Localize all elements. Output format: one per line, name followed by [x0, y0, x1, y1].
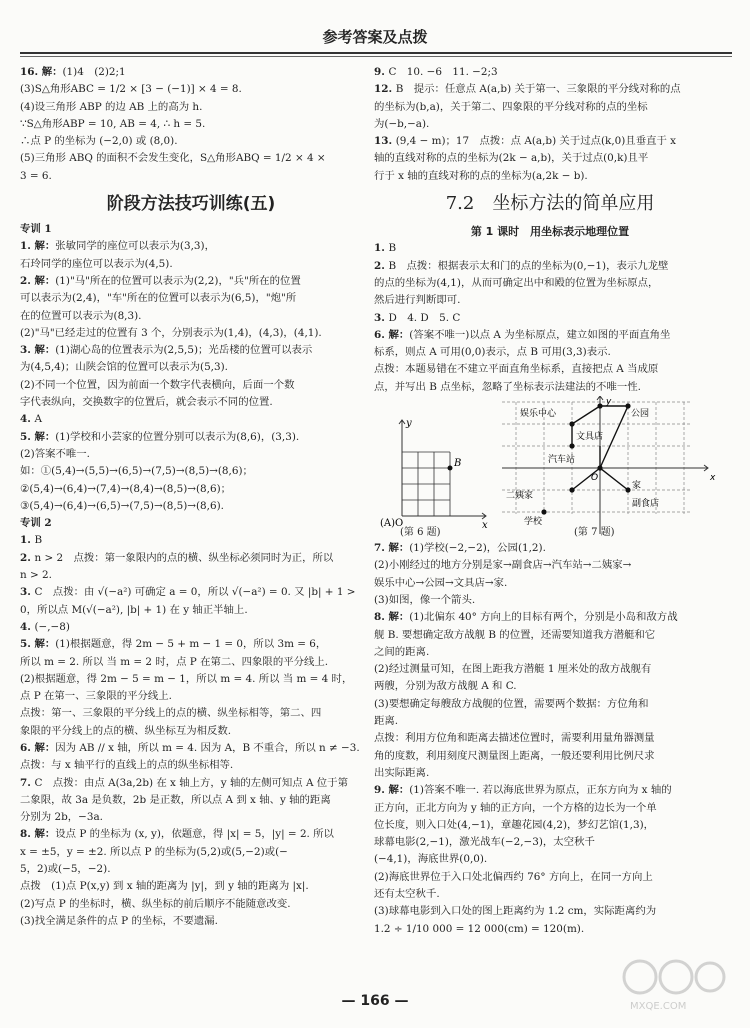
watermark-logo	[610, 955, 730, 1013]
line-text: 5，2)或(−5，−2).	[20, 863, 111, 876]
text-line	[20, 740, 362, 757]
right-answers-part3	[374, 540, 726, 938]
item-number: 1.	[374, 242, 389, 255]
line-text: (1)根据题意，得 2m − 5 + m − 1 = 0，所以 3m = 6，	[55, 638, 327, 651]
line-text: n > 2 点拨：第一象限内的点的横、纵坐标必须同时为正，所以	[34, 551, 334, 564]
text-line	[374, 748, 726, 765]
text-line	[374, 540, 726, 557]
text-line	[20, 394, 362, 411]
line-text: 行于 x 轴的直线对称的点的坐标为(a,2k − b).	[374, 169, 588, 182]
line-text: (1)学校(−2,−2)，公园(1,2).	[409, 542, 546, 555]
line-text: 在的位置可以表示为(8,3).	[20, 309, 142, 322]
text-line	[20, 688, 362, 705]
label-origin-7: O	[591, 473, 599, 484]
line-text: 设点 P 的坐标为 (x, y)，依题意，得 |x| = 5，|y| = 2. 所以	[55, 828, 334, 841]
text-line	[374, 240, 726, 257]
label-origin: (A)O	[380, 518, 404, 530]
text-line	[20, 463, 362, 480]
text-line	[20, 377, 362, 394]
text-line	[374, 869, 726, 886]
line-text: (1)湖心岛的位置表示为(2,5,5)；光岳楼的位置可以表示	[55, 344, 313, 357]
text-line	[374, 834, 726, 851]
line-text: 距离.	[374, 715, 399, 728]
label-home: 家	[632, 481, 642, 492]
line-text: 字代表纵向，交换数字的位置后，就会表示不同的位置.	[20, 396, 273, 409]
left-section-title: 阶段方法技巧训练(五)	[106, 194, 276, 215]
text-line	[20, 654, 362, 671]
text-line	[374, 661, 726, 678]
item-number: 8. 解：	[374, 611, 410, 624]
line-text: 娱乐中心→公园→文具店→家.	[374, 576, 508, 589]
line-text: ③(5,4)→(6,4)→(6,5)→(7,5)→(8,5)→(8,6).	[20, 499, 224, 512]
line-text: A	[34, 413, 42, 426]
line-text: (3)S△角形ABC = 1/2 × [3 − (−1)] × 4 = 8.	[20, 83, 242, 96]
item-number: 2.	[20, 551, 35, 564]
line-text: 可以表示为(2,4)，"车"所在的位置可以表示为(6,5)，"炮"所	[20, 292, 297, 305]
line-text: (1)答案不唯一. 若以海底世界为原点，正东方向为 x 轴的	[409, 784, 672, 797]
line-text: (9,4 − m)；17 点拨：点 A(a,b) 关于过点(k,0)且垂直于 x	[395, 135, 677, 148]
text-line	[20, 325, 362, 342]
item-number: 1.	[20, 534, 35, 547]
line-text: (答案不唯一)以点 A 为坐标原点，建立如图的平面直角坐	[409, 328, 671, 341]
page-header: 参考答案及点拨	[322, 28, 428, 46]
line-text: 的坐标为(b,a)，关于第二、四象限的平分线对称的点的坐标	[374, 100, 648, 113]
header-rule-thin	[20, 56, 732, 57]
text-line	[374, 81, 726, 98]
text-line	[374, 258, 726, 275]
text-line	[20, 99, 362, 116]
point-b	[448, 466, 453, 471]
text-line	[20, 844, 362, 861]
item-number: 9.	[374, 66, 389, 78]
line-text: 石玲同学的座位可以表示为(4,5).	[20, 257, 173, 270]
figure-6-caption: (第 6 题)	[400, 527, 441, 539]
line-text: (2)"马"已经走过的位置有 3 个，分别表示为(1,4)，(4,3)，(4,1).	[20, 326, 322, 339]
line-text: 点拨：第一、三象限的平分线上的点的横、纵坐标相等，第二、四	[20, 707, 322, 720]
item-number: 3. 解：	[20, 344, 56, 357]
line-text: 因为 AB // x 轴，所以 m = 4. 因为 A，B 不重合，所以 n ≠ −3.	[55, 741, 360, 754]
text-line	[20, 221, 362, 238]
line-text: (3)球幕电影到入口处的图上距离约为 1.2 cm，实际距离约为	[374, 905, 657, 918]
text-line	[20, 913, 362, 930]
text-line	[20, 359, 362, 376]
item-number: 8. 解：	[20, 828, 56, 841]
right-answers-part2	[374, 240, 726, 396]
item-number: 2.	[374, 259, 389, 272]
text-line	[20, 150, 362, 167]
label-x: x	[482, 520, 488, 532]
line-text: 象限的平分线上的点的横、纵坐标互为相反数.	[20, 724, 232, 737]
line-text: (2)海底世界位于入口处北偏西约 76° 方向上，在同一方向上	[374, 870, 653, 883]
text-line	[20, 861, 362, 878]
item-number: 13.	[374, 135, 396, 148]
item-number: 1. 解：	[20, 240, 56, 253]
text-line	[20, 636, 362, 653]
line-text: 二象限，故 3a 是负数，2b 是正数，所以点 A 到 x 轴、y 轴的距离	[20, 793, 331, 806]
text-line	[20, 64, 362, 81]
line-text: 舰 B. 要想确定敌方战舰 B 的位置，还需要知道我方潜艇和它	[374, 628, 656, 641]
item-number: 4.	[20, 413, 35, 426]
line-text: 点拨 (1)点 P(x,y) 到 x 轴的距离为 |y|，到 y 轴的距离为 |x|.	[20, 880, 309, 893]
text-line	[374, 678, 726, 695]
text-line	[374, 133, 726, 150]
watermark-text: MXQE.COM	[630, 1001, 687, 1012]
text-line	[374, 150, 726, 167]
line-text: (4)设三角形 ABP 的边 AB 上的高为 h.	[20, 100, 203, 113]
page-number: — 166 —	[341, 993, 409, 1009]
line-text: x = ±5，y = ±2. 所以点 P 的坐标为(5,2)或(5,−2)或(−	[20, 845, 288, 858]
line-text: (2)答案不唯一.	[20, 447, 90, 460]
label-x-7: x	[710, 473, 716, 484]
left-answers-part1	[20, 64, 362, 185]
text-line	[374, 765, 726, 782]
item-number: 4.	[20, 620, 35, 633]
line-text: (5)三角形 ABQ 的面积不会发生变化，S△角形ABQ = 1/2 × 4 ×	[20, 152, 326, 165]
line-text: D 4. D 5. C	[388, 311, 461, 324]
figure-6	[374, 396, 494, 540]
line-text: n > 2.	[20, 569, 52, 582]
text-line	[374, 851, 726, 868]
line-text: 还有太空秋千.	[374, 887, 440, 900]
text-line	[374, 116, 726, 133]
item-number: 2. 解：	[20, 274, 56, 287]
text-line	[20, 498, 362, 515]
item-number: 9. 解：	[374, 784, 410, 797]
line-text: 张敏同学的座位可以表示为(3,3)，	[55, 240, 215, 253]
label-park: 公园	[631, 409, 650, 420]
text-line	[20, 878, 362, 895]
line-text: (−4,1)，海底世界(0,0).	[374, 853, 488, 866]
line-text: (1)北偏东 40° 方向上的目标有两个，分别是小岛和敌方战	[409, 611, 678, 624]
figure-7-caption: (第 7 题)	[574, 527, 615, 539]
text-line	[20, 116, 362, 133]
line-text: ②(5,4)→(6,4)→(7,4)→(8,4)→(8,5)→(8,6)；	[20, 482, 232, 495]
line-text: (1)"马"所在的位置可以表示为(2,2)，"兵"所在的位置	[55, 274, 301, 287]
text-line	[20, 168, 362, 185]
line-text: B	[388, 242, 397, 255]
text-line	[374, 361, 726, 378]
text-line	[374, 592, 726, 609]
line-text: (2)小刚经过的地方分别是家→副食店→汽车站→二姨家→	[374, 559, 632, 572]
figure-7	[496, 396, 726, 540]
label-deli: 副食店	[632, 499, 660, 510]
line-text: B 点拨：根据表示太和门的点的坐标为(0,−1)，表示九龙壁	[388, 259, 669, 272]
text-line	[374, 64, 726, 81]
line-text: ∴点 P 的坐标为 (−2,0) 或 (8,0).	[20, 135, 178, 148]
line-text: 为(4,5,4)；山陕会馆的位置可以表示为(5,3).	[20, 361, 228, 374]
text-line	[20, 671, 362, 688]
item-number: 7. 解：	[374, 542, 410, 555]
line-text: ∵S△角形ABP = 10, AB = 4, ∴ h = 5.	[20, 117, 206, 130]
text-line	[20, 826, 362, 843]
text-line	[20, 446, 362, 463]
text-line	[20, 896, 362, 913]
line-text: 出实际距离.	[374, 766, 430, 779]
line-text: C 点拨：由 √(−a²) 可确定 a = 0，所以 √(−a²) = 0. 又 |b| + 1 >	[34, 586, 356, 599]
text-line	[20, 290, 362, 307]
label-y: y	[406, 418, 412, 430]
text-line	[374, 817, 726, 834]
line-text: (2)不同一个位置，因为前面一个数字代表横向，后面一个数	[20, 378, 295, 391]
right-answers-part1	[374, 64, 726, 185]
text-line	[20, 792, 362, 809]
text-line	[20, 567, 362, 584]
text-line	[374, 886, 726, 903]
line-text: C 10. −6 11. −2;3	[388, 66, 498, 78]
text-line	[374, 800, 726, 817]
item-number: 3.	[20, 586, 35, 599]
line-text: 点拨：与 x 轴平行的直线上的点的纵坐标相等.	[20, 759, 234, 772]
text-line	[20, 133, 362, 150]
text-line	[374, 327, 726, 344]
text-line	[374, 627, 726, 644]
item-number: 12.	[374, 83, 396, 96]
line-text: (2)经过测量可知，在图上距我方潜艇 1 厘米处的敌方战舰有	[374, 663, 652, 676]
text-line	[374, 609, 726, 626]
text-line	[374, 921, 726, 938]
line-text: 点拨：本题易错在不建立平面直角坐标系，直接把点 A 当成原	[374, 363, 659, 376]
text-line	[20, 81, 362, 98]
text-line	[20, 481, 362, 498]
label-stationery: 文具店	[576, 432, 604, 443]
text-line	[374, 292, 726, 309]
line-text: B	[34, 534, 43, 547]
line-text: (3)要想确定每艘敌方战舰的位置，需要两个数据：方位角和	[374, 697, 649, 710]
line-text: 分别为 2b，−3a.	[20, 811, 103, 824]
figures-row	[374, 396, 726, 540]
text-line	[20, 238, 362, 255]
text-line	[374, 275, 726, 292]
text-line	[374, 730, 726, 747]
line-text: 为(−b,−a).	[374, 117, 430, 130]
text-line	[374, 575, 726, 592]
line-text: 所以 m = 2. 所以 当 m = 2 时，点 P 在第二、四象限的平分线上.	[20, 655, 329, 668]
text-line	[20, 809, 362, 826]
text-line	[374, 782, 726, 799]
line-text: 0，所以点 M(√(−a²), |b| + 1) 在 y 轴正半轴上.	[20, 603, 248, 616]
text-line	[20, 532, 362, 549]
text-line	[20, 619, 362, 636]
right-column	[374, 64, 726, 938]
line-text: 点 P 在第一、三象限的平分线上.	[20, 690, 172, 703]
line-text: 的点的坐标为(4,1)，从而可确定出中和殿的位置为坐标原点，	[374, 276, 659, 289]
text-line	[374, 310, 726, 327]
item-number: 16. 解：	[20, 66, 63, 78]
item-number: 3.	[374, 311, 389, 324]
line-text: 然后进行判断即可.	[374, 294, 461, 307]
line-text: (3)如图，像一个箭头.	[374, 593, 476, 606]
line-text: 点拨：利用方位角和距离去描述位置时，需要利用量角器测量	[374, 732, 655, 745]
line-text: 轴的直线对称的点的坐标为(2k − a,b)，关于过点(0,k)且平	[374, 152, 649, 165]
line-text: (1)4 (2)2;1	[62, 66, 126, 78]
text-line	[374, 696, 726, 713]
line-text: (2)写点 P 的坐标时，横、纵坐标的前后顺序不能随意改变.	[20, 897, 291, 910]
line-text: 3 = 6.	[20, 169, 52, 182]
label-bus: 汽车站	[548, 455, 576, 466]
text-line	[374, 644, 726, 661]
text-line	[20, 308, 362, 325]
item-number: 专训 2	[20, 517, 52, 530]
line-text: (−,−8)	[34, 620, 70, 633]
label-b: B	[454, 458, 462, 470]
line-text: (1)学校和小芸家的位置分别可以表示为(8,6)，(3,3).	[55, 430, 300, 443]
label-entertain: 娱乐中心	[520, 409, 557, 420]
text-line	[20, 757, 362, 774]
left-answers-part2	[20, 221, 362, 930]
text-line	[20, 775, 362, 792]
item-number: 6. 解：	[20, 741, 56, 754]
line-text: 点，并写出 B 点坐标，忽略了坐标表示法建法的不唯一性.	[374, 380, 641, 393]
line-text: 两艘，分别为敌方战舰 A 和 C.	[374, 680, 517, 693]
line-text: 1.2 ÷ 1/10 000 = 12 000(cm) = 120(m).	[374, 922, 585, 935]
text-line	[20, 705, 362, 722]
text-line	[374, 557, 726, 574]
text-line	[20, 256, 362, 273]
text-line	[20, 723, 362, 740]
right-section-title: 7.2 坐标方法的简单应用	[445, 193, 655, 215]
line-text: 正方向，正北方向为 y 轴的正方向，一个方格的边长为一个单	[374, 801, 657, 814]
text-line	[374, 713, 726, 730]
item-number: 5. 解：	[20, 638, 56, 651]
item-number: 6. 解：	[374, 328, 410, 341]
item-number: 5. 解：	[20, 430, 56, 443]
text-line	[374, 379, 726, 396]
line-text: 标系，则点 A 可用(0,0)表示，点 B 可用(3,3)表示.	[374, 346, 611, 359]
line-text: B 提示：任意点 A(a,b) 关于第一、三象限的平分线对称的点	[395, 83, 681, 96]
item-number: 7.	[20, 776, 35, 789]
line-text: (2)根据题意，得 2m − 5 = m − 1，所以 m = 4. 所以 当 m = 4 时，	[20, 672, 353, 685]
left-column	[20, 64, 362, 930]
line-text: 如：①(5,4)→(5,5)→(6,5)→(7,5)→(8,5)→(8,6)；	[20, 465, 253, 478]
text-line	[20, 429, 362, 446]
text-line	[374, 344, 726, 361]
line-text: 之间的距离.	[374, 645, 430, 658]
line-text: 角的度数，利用刻度尺测量图上距离，一般还要利用比例尺求	[374, 749, 655, 762]
header-rule	[20, 52, 732, 54]
text-line	[20, 602, 362, 619]
line-text: 球幕电影(2,−1)，激光战车(−2,−3)，太空秋千	[374, 836, 595, 849]
text-line	[20, 273, 362, 290]
text-line	[374, 903, 726, 920]
text-line	[20, 342, 362, 359]
line-text: (3)找全满足条件的点 P 的坐标，不要遗漏.	[20, 914, 218, 927]
text-line	[20, 550, 362, 567]
text-line	[374, 168, 726, 185]
line-text: 位长度，则入口处(4,−1)，章趣花园(4,2)，梦幻艺馆(1,3)，	[374, 818, 655, 831]
label-school: 学校	[524, 517, 543, 528]
item-number: 专训 1	[20, 223, 52, 236]
text-line	[20, 411, 362, 428]
label-y-7: y	[606, 397, 612, 408]
label-aunt: 二姨家	[506, 491, 534, 502]
text-line	[374, 99, 726, 116]
text-line	[20, 584, 362, 601]
line-text: C 点拨：由点 A(3a,2b) 在 x 轴上方，y 轴的左侧可知点 A 位于第	[34, 776, 348, 789]
text-line	[20, 515, 362, 532]
right-subtitle: 第 1 课时 用坐标表示地理位置	[470, 225, 630, 239]
